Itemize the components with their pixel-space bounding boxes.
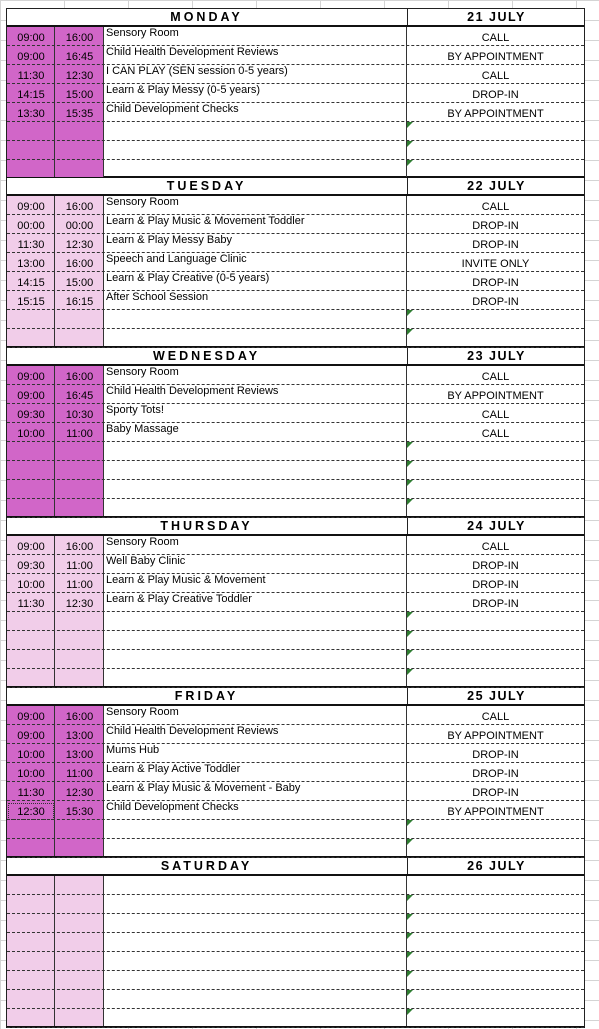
schedule-row[interactable]: [7, 291, 584, 310]
schedule-row[interactable]: [7, 706, 584, 725]
activity-cell[interactable]: Sporty Tots!: [106, 404, 164, 416]
schedule-row[interactable]: [7, 744, 584, 763]
activity-cell[interactable]: Learn & Play Creative (0-5 years): [106, 272, 270, 284]
selected-cell-outline: [8, 803, 54, 820]
start-time-cell[interactable]: 09:00: [17, 711, 45, 723]
end-time-cell[interactable]: 12:30: [65, 787, 94, 799]
schedule-row[interactable]: [7, 555, 584, 574]
start-time-cell[interactable]: 09:00: [17, 32, 45, 44]
schedule-row[interactable]: [7, 782, 584, 801]
schedule-row[interactable]: [7, 84, 584, 103]
comment-indicator-icon: [407, 669, 413, 675]
activity-cell[interactable]: Learn & Play Music & Movement Toddler: [106, 215, 305, 227]
start-time-cell[interactable]: 09:30: [17, 560, 45, 572]
activity-cell[interactable]: Learn & Play Music & Movement - Baby: [106, 782, 301, 794]
day-header: [7, 858, 584, 876]
comment-indicator-icon: [407, 612, 413, 618]
booking-cell[interactable]: BY APPOINTMENT: [447, 390, 544, 402]
day-header: [7, 178, 584, 196]
comment-indicator-icon: [407, 1009, 413, 1015]
end-time-cell[interactable]: 12:30: [65, 239, 94, 251]
day-header: [7, 348, 584, 366]
end-time-cell[interactable]: 16:00: [65, 541, 94, 553]
start-time-cell[interactable]: 12:30: [17, 806, 45, 818]
schedule-row[interactable]: [7, 253, 584, 272]
start-time-cell[interactable]: 09:00: [17, 51, 45, 63]
booking-cell[interactable]: BY APPOINTMENT: [447, 108, 544, 120]
day-block-thursday: [6, 518, 585, 688]
empty-row[interactable]: [7, 499, 584, 518]
activity-cell[interactable]: Learn & Play Creative Toddler: [106, 593, 252, 605]
day-header: [7, 518, 584, 536]
day-block-tuesday: [6, 178, 585, 348]
start-time-cell[interactable]: 10:00: [17, 749, 45, 761]
start-time-cell[interactable]: 10:00: [17, 579, 45, 591]
day-name[interactable]: THURSDAY: [160, 519, 253, 533]
empty-row[interactable]: [7, 895, 584, 914]
day-block-wednesday: [6, 348, 585, 518]
schedule-row[interactable]: [7, 593, 584, 612]
booking-cell[interactable]: CALL: [481, 371, 510, 383]
activity-cell[interactable]: Learn & Play Active Toddler: [106, 763, 241, 775]
start-time-cell[interactable]: 09:00: [17, 201, 45, 213]
empty-row[interactable]: [7, 631, 584, 650]
schedule-row[interactable]: [7, 27, 584, 46]
activity-cell[interactable]: Learn & Play Messy (0-5 years): [106, 84, 261, 96]
booking-cell[interactable]: DROP-IN: [472, 277, 519, 289]
comment-indicator-icon: [407, 499, 413, 505]
booking-cell[interactable]: CALL: [481, 32, 510, 44]
booking-cell[interactable]: CALL: [481, 409, 510, 421]
row-divider: [7, 1027, 584, 1028]
comment-indicator-icon: [407, 820, 413, 826]
end-time-cell[interactable]: 16:00: [65, 201, 94, 213]
start-time-cell[interactable]: 11:30: [17, 598, 45, 610]
booking-cell[interactable]: DROP-IN: [472, 598, 519, 610]
day-name[interactable]: MONDAY: [170, 10, 243, 24]
activity-cell[interactable]: Child Development Checks: [106, 103, 239, 115]
booking-cell[interactable]: DROP-IN: [472, 749, 519, 761]
schedule-row[interactable]: [7, 801, 584, 820]
end-time-cell[interactable]: 16:45: [65, 390, 94, 402]
comment-indicator-icon: [407, 442, 413, 448]
comment-indicator-icon: [407, 650, 413, 656]
empty-row[interactable]: [7, 669, 584, 688]
comment-indicator-icon: [407, 160, 413, 166]
empty-row[interactable]: [7, 971, 584, 990]
booking-cell[interactable]: CALL: [481, 711, 510, 723]
start-time-cell[interactable]: 09:00: [17, 390, 45, 402]
start-time-cell[interactable]: 11:30: [17, 787, 45, 799]
activity-cell[interactable]: Child Health Development Reviews: [106, 46, 279, 58]
end-time-cell[interactable]: 15:00: [65, 89, 94, 101]
comment-indicator-icon: [407, 952, 413, 958]
end-time-cell[interactable]: 16:00: [65, 371, 94, 383]
start-time-cell[interactable]: 10:00: [17, 768, 45, 780]
end-time-cell[interactable]: 16:00: [65, 711, 94, 723]
empty-row[interactable]: [7, 839, 584, 858]
booking-cell[interactable]: CALL: [481, 428, 510, 440]
end-time-cell[interactable]: 12:30: [65, 70, 94, 82]
booking-cell[interactable]: DROP-IN: [472, 560, 519, 572]
schedule-row[interactable]: [7, 385, 584, 404]
booking-cell[interactable]: BY APPOINTMENT: [447, 51, 544, 63]
empty-row[interactable]: [7, 952, 584, 971]
activity-cell[interactable]: Child Health Development Reviews: [106, 725, 279, 737]
end-time-cell[interactable]: 00:00: [65, 220, 94, 232]
booking-cell[interactable]: BY APPOINTMENT: [447, 806, 544, 818]
activity-cell[interactable]: Child Health Development Reviews: [106, 385, 279, 397]
activity-cell[interactable]: Learn & Play Messy Baby: [106, 234, 232, 246]
end-time-cell[interactable]: 16:00: [65, 32, 94, 44]
activity-cell[interactable]: After School Session: [106, 291, 209, 303]
schedule-row[interactable]: [7, 215, 584, 234]
empty-row[interactable]: [7, 612, 584, 631]
start-time-cell[interactable]: 11:30: [17, 239, 45, 251]
day-name[interactable]: TUESDAY: [166, 179, 247, 193]
end-time-cell[interactable]: 11:00: [66, 428, 93, 440]
booking-cell[interactable]: DROP-IN: [472, 239, 519, 251]
empty-row[interactable]: [7, 876, 584, 895]
start-time-cell[interactable]: 09:30: [17, 409, 45, 421]
end-time-cell[interactable]: 16:15: [65, 296, 94, 308]
day-date[interactable]: 26 JULY: [407, 858, 585, 874]
day-name[interactable]: FRIDAY: [174, 689, 239, 703]
end-time-cell[interactable]: 12:30: [65, 598, 94, 610]
day-block-friday: [6, 688, 585, 858]
comment-indicator-icon: [407, 914, 413, 920]
activity-cell[interactable]: Speech and Language Clinic: [106, 253, 247, 265]
schedule-row[interactable]: [7, 234, 584, 253]
comment-indicator-icon: [407, 933, 413, 939]
empty-row[interactable]: [7, 933, 584, 952]
booking-cell[interactable]: DROP-IN: [472, 296, 519, 308]
activity-cell[interactable]: Sensory Room: [106, 706, 179, 718]
empty-row[interactable]: [7, 914, 584, 933]
booking-cell[interactable]: CALL: [481, 541, 510, 553]
start-time-cell[interactable]: 09:00: [17, 730, 45, 742]
start-time-cell[interactable]: 09:00: [17, 371, 45, 383]
schedule-row[interactable]: [7, 763, 584, 782]
booking-cell[interactable]: BY APPOINTMENT: [447, 730, 544, 742]
start-time-cell[interactable]: 09:00: [17, 541, 45, 553]
empty-row[interactable]: [7, 650, 584, 669]
booking-cell[interactable]: INVITE ONLY: [461, 258, 530, 270]
schedule-row[interactable]: [7, 725, 584, 744]
comment-indicator-icon: [407, 122, 413, 128]
empty-row[interactable]: [7, 820, 584, 839]
end-time-cell[interactable]: 11:00: [66, 579, 93, 591]
activity-cell[interactable]: Sensory Room: [106, 536, 179, 548]
empty-row[interactable]: [7, 122, 584, 141]
comment-indicator-icon: [407, 310, 413, 316]
end-time-cell[interactable]: 11:00: [66, 768, 93, 780]
comment-indicator-icon: [407, 971, 413, 977]
schedule-row[interactable]: [7, 366, 584, 385]
end-time-cell[interactable]: 10:30: [65, 409, 94, 421]
schedule-row[interactable]: [7, 46, 584, 65]
start-time-cell[interactable]: 13:30: [17, 108, 45, 120]
activity-cell[interactable]: Child Development Checks: [106, 801, 239, 813]
activity-cell[interactable]: Well Baby Clinic: [106, 555, 186, 567]
end-time-cell[interactable]: 15:00: [65, 277, 94, 289]
start-time-cell[interactable]: 00:00: [17, 220, 45, 232]
day-block-saturday: [6, 858, 585, 1028]
empty-row[interactable]: [7, 442, 584, 461]
end-time-cell[interactable]: 13:00: [65, 730, 94, 742]
start-time-cell[interactable]: 15:15: [17, 296, 45, 308]
empty-row[interactable]: [7, 329, 584, 348]
day-date[interactable]: 23 JULY: [407, 348, 585, 364]
schedule-row[interactable]: [7, 65, 584, 84]
activity-cell[interactable]: Learn & Play Music & Movement: [106, 574, 266, 586]
start-time-cell[interactable]: 13:00: [17, 258, 45, 270]
booking-cell[interactable]: CALL: [481, 70, 510, 82]
empty-row[interactable]: [7, 990, 584, 1009]
comment-indicator-icon: [407, 631, 413, 637]
day-name[interactable]: WEDNESDAY: [152, 349, 261, 363]
start-time-cell[interactable]: 14:15: [17, 277, 45, 289]
comment-indicator-icon: [407, 895, 413, 901]
day-block-monday: [6, 8, 585, 178]
end-time-cell[interactable]: 16:00: [65, 258, 94, 270]
day-date[interactable]: 21 JULY: [407, 9, 585, 25]
day-date[interactable]: 24 JULY: [407, 518, 585, 534]
booking-cell[interactable]: DROP-IN: [472, 787, 519, 799]
comment-indicator-icon: [407, 329, 413, 335]
day-header: [7, 688, 584, 706]
schedule-row[interactable]: [7, 404, 584, 423]
booking-cell[interactable]: DROP-IN: [472, 220, 519, 232]
comment-indicator-icon: [407, 480, 413, 486]
activity-cell[interactable]: Sensory Room: [106, 27, 179, 39]
day-name[interactable]: SATURDAY: [160, 859, 253, 873]
activity-cell[interactable]: I CAN PLAY (SEN session 0-5 years): [106, 65, 288, 77]
schedule-row[interactable]: [7, 423, 584, 442]
start-time-cell[interactable]: 11:30: [17, 70, 45, 82]
empty-row[interactable]: [7, 160, 584, 179]
empty-row[interactable]: [7, 1009, 584, 1028]
start-time-cell[interactable]: 10:00: [17, 428, 45, 440]
start-time-cell[interactable]: 14:15: [17, 89, 45, 101]
end-time-cell[interactable]: 11:00: [66, 560, 93, 572]
schedule-row[interactable]: [7, 574, 584, 593]
end-time-cell[interactable]: 16:45: [65, 51, 94, 63]
day-date[interactable]: 22 JULY: [407, 178, 585, 194]
empty-row[interactable]: [7, 480, 584, 499]
schedule-row[interactable]: [7, 272, 584, 291]
booking-cell[interactable]: DROP-IN: [472, 89, 519, 101]
empty-row[interactable]: [7, 310, 584, 329]
end-time-cell[interactable]: 15:30: [65, 806, 94, 818]
empty-row[interactable]: [7, 141, 584, 160]
day-date[interactable]: 25 JULY: [407, 688, 585, 704]
timetable-sheet: [6, 8, 585, 1028]
end-time-cell[interactable]: 13:00: [65, 749, 94, 761]
activity-cell[interactable]: Sensory Room: [106, 196, 179, 208]
schedule-row[interactable]: [7, 196, 584, 215]
activity-cell[interactable]: Baby Massage: [106, 423, 179, 435]
comment-indicator-icon: [407, 461, 413, 467]
comment-indicator-icon: [407, 141, 413, 147]
schedule-row[interactable]: [7, 536, 584, 555]
day-header: [7, 9, 584, 27]
schedule-row[interactable]: [7, 103, 584, 122]
activity-cell[interactable]: Sensory Room: [106, 366, 179, 378]
empty-row[interactable]: [7, 461, 584, 480]
end-time-cell[interactable]: 15:35: [65, 108, 94, 120]
booking-cell[interactable]: CALL: [481, 201, 510, 213]
comment-indicator-icon: [407, 990, 413, 996]
booking-cell[interactable]: DROP-IN: [472, 579, 519, 591]
booking-cell[interactable]: DROP-IN: [472, 768, 519, 780]
activity-cell[interactable]: Mums Hub: [106, 744, 160, 756]
comment-indicator-icon: [407, 839, 413, 845]
